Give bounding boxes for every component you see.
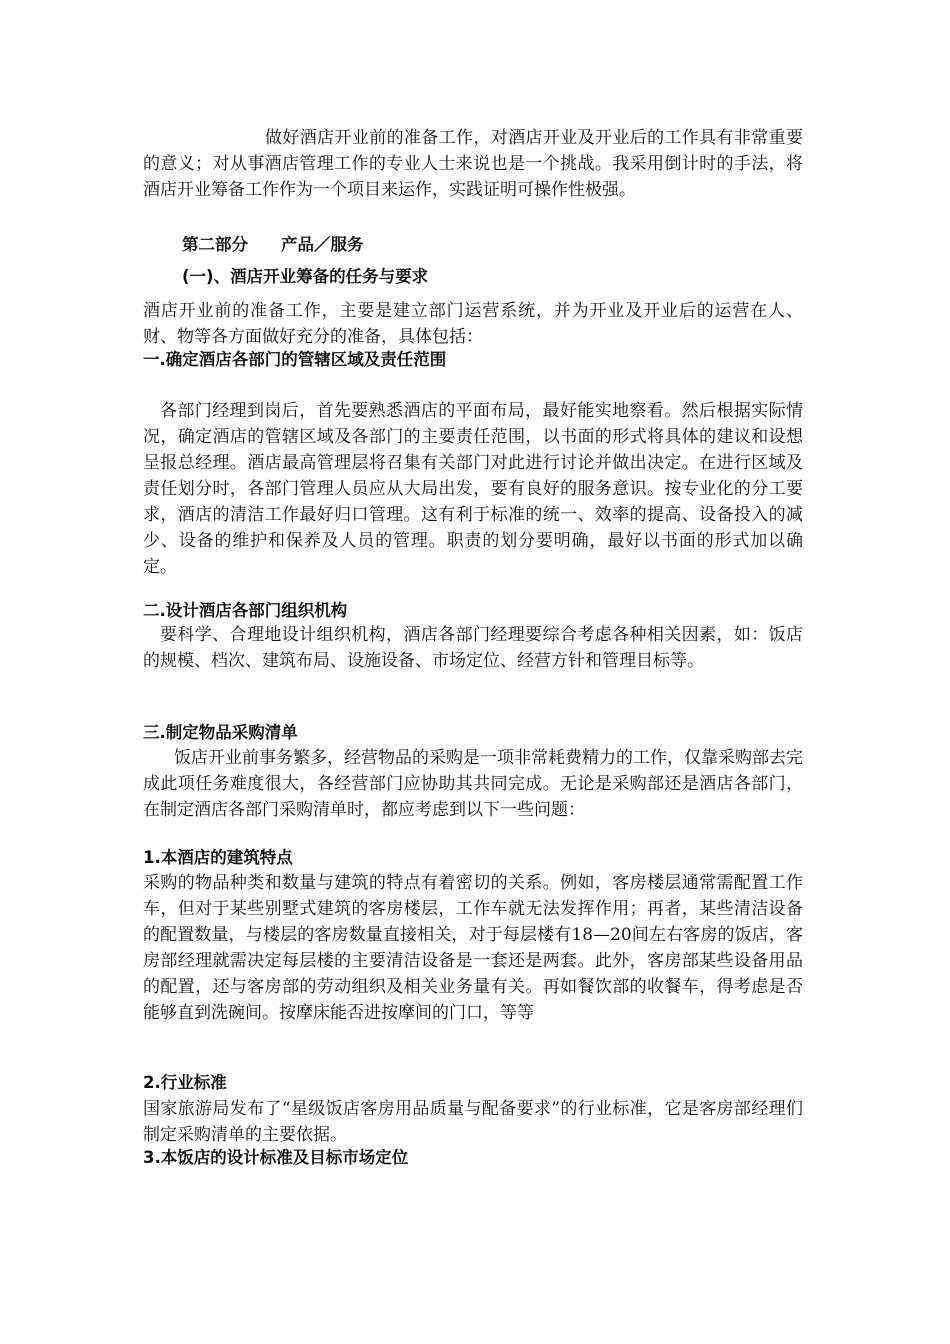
- intro-paragraph: 做好酒店开业前的准备工作，对酒店开业及开业后的工作具有非常重要的意义；对从事酒店管理工作的专业人士来说也是一个挑战。我采用倒计时的手法，将酒店开业筹备工作作为一个项目来运作，实践证明可操作性极强。: [143, 128, 803, 200]
- overview-paragraph: 酒店开业前的准备工作，主要是建立部门运营系统，并为开业及开业后的运营在人、财、物等各方面做好充分的准备，具体包括：: [143, 301, 803, 347]
- sub-heading: (一)、酒店开业筹备的任务与要求: [182, 267, 429, 286]
- section1-heading: 一.确定酒店各部门的管辖区域及责任范围: [143, 350, 447, 369]
- section3-heading: 三.制定物品采购清单: [143, 723, 298, 742]
- section2-heading: 二.设计酒店各部门组织机构: [143, 601, 348, 620]
- part-heading: 第二部分 产品／服务: [182, 235, 364, 254]
- section3-body: 饭店开业前事务繁多，经营物品的采购是一项非常耗费精力的工作，仅靠采购部去完成此项任务难度很大，各经营部门应协助其共同完成。无论是采购部还是酒店各部门，在制定酒店各部门采购清单时，都应考虑到以下一些问题：: [143, 748, 803, 820]
- section1-body: 各部门经理到岗后，首先要熟悉酒店的平面布局，最好能实地察看。然后根据实际情况，确定酒店的管辖区域及各部门的主要责任范围，以书面的形式将具体的建议和设想呈报总经理。酒店最高管理层将召集有关部门对此进行讨论并做出决定。在进行区域及责任划分时，各部门管理人员应从大局出发，要有良好的服务意识。按专业化的分工要求，酒店的清洁工作最好归口管理。这有利于标准的统一、效率的提高、设备投入的减少、设备的维护和保养及人员的管理。职责的划分要明确，最好以书面的形式加以确定。: [143, 401, 803, 577]
- item1-body: 采购的物品种类和数量与建筑的特点有着密切的关系。例如，客房楼层通常需配置工作车，但对于某些别墅式建筑的客房楼层，工作车就无法发挥作用；再者，某些清洁设备的配置数量，与楼层的客房数量直接相关，对于每层楼有18—20间左右客房的饭店，客房部经理就需决定每层楼的主要清洁设备是一套还是两套。此外，客房部某些设备用品的配置，还与客房部的劳动组织及相关业务量有关。再如餐饮部的收餐车，得考虑是否能够直到洗碗间。按摩床能否进按摩间的门口，等等: [143, 873, 803, 1023]
- section2-body: 要科学、合理地设计组织机构，酒店各部门经理要综合考虑各种相关因素，如：饭店的规模、档次、建筑布局、设施设备、市场定位、经营方针和管理目标等。: [143, 625, 803, 671]
- item2-heading: 2.行业标准: [143, 1073, 227, 1092]
- item2-body: 国家旅游局发布了“星级饭店客房用品质量与配备要求”的行业标准，它是客房部经理们制定采购清单的主要依据。: [143, 1099, 803, 1145]
- item3-heading: 3.本饭店的设计标准及目标市场定位: [143, 1148, 409, 1167]
- item1-heading: 1.本酒店的建筑特点: [143, 848, 293, 867]
